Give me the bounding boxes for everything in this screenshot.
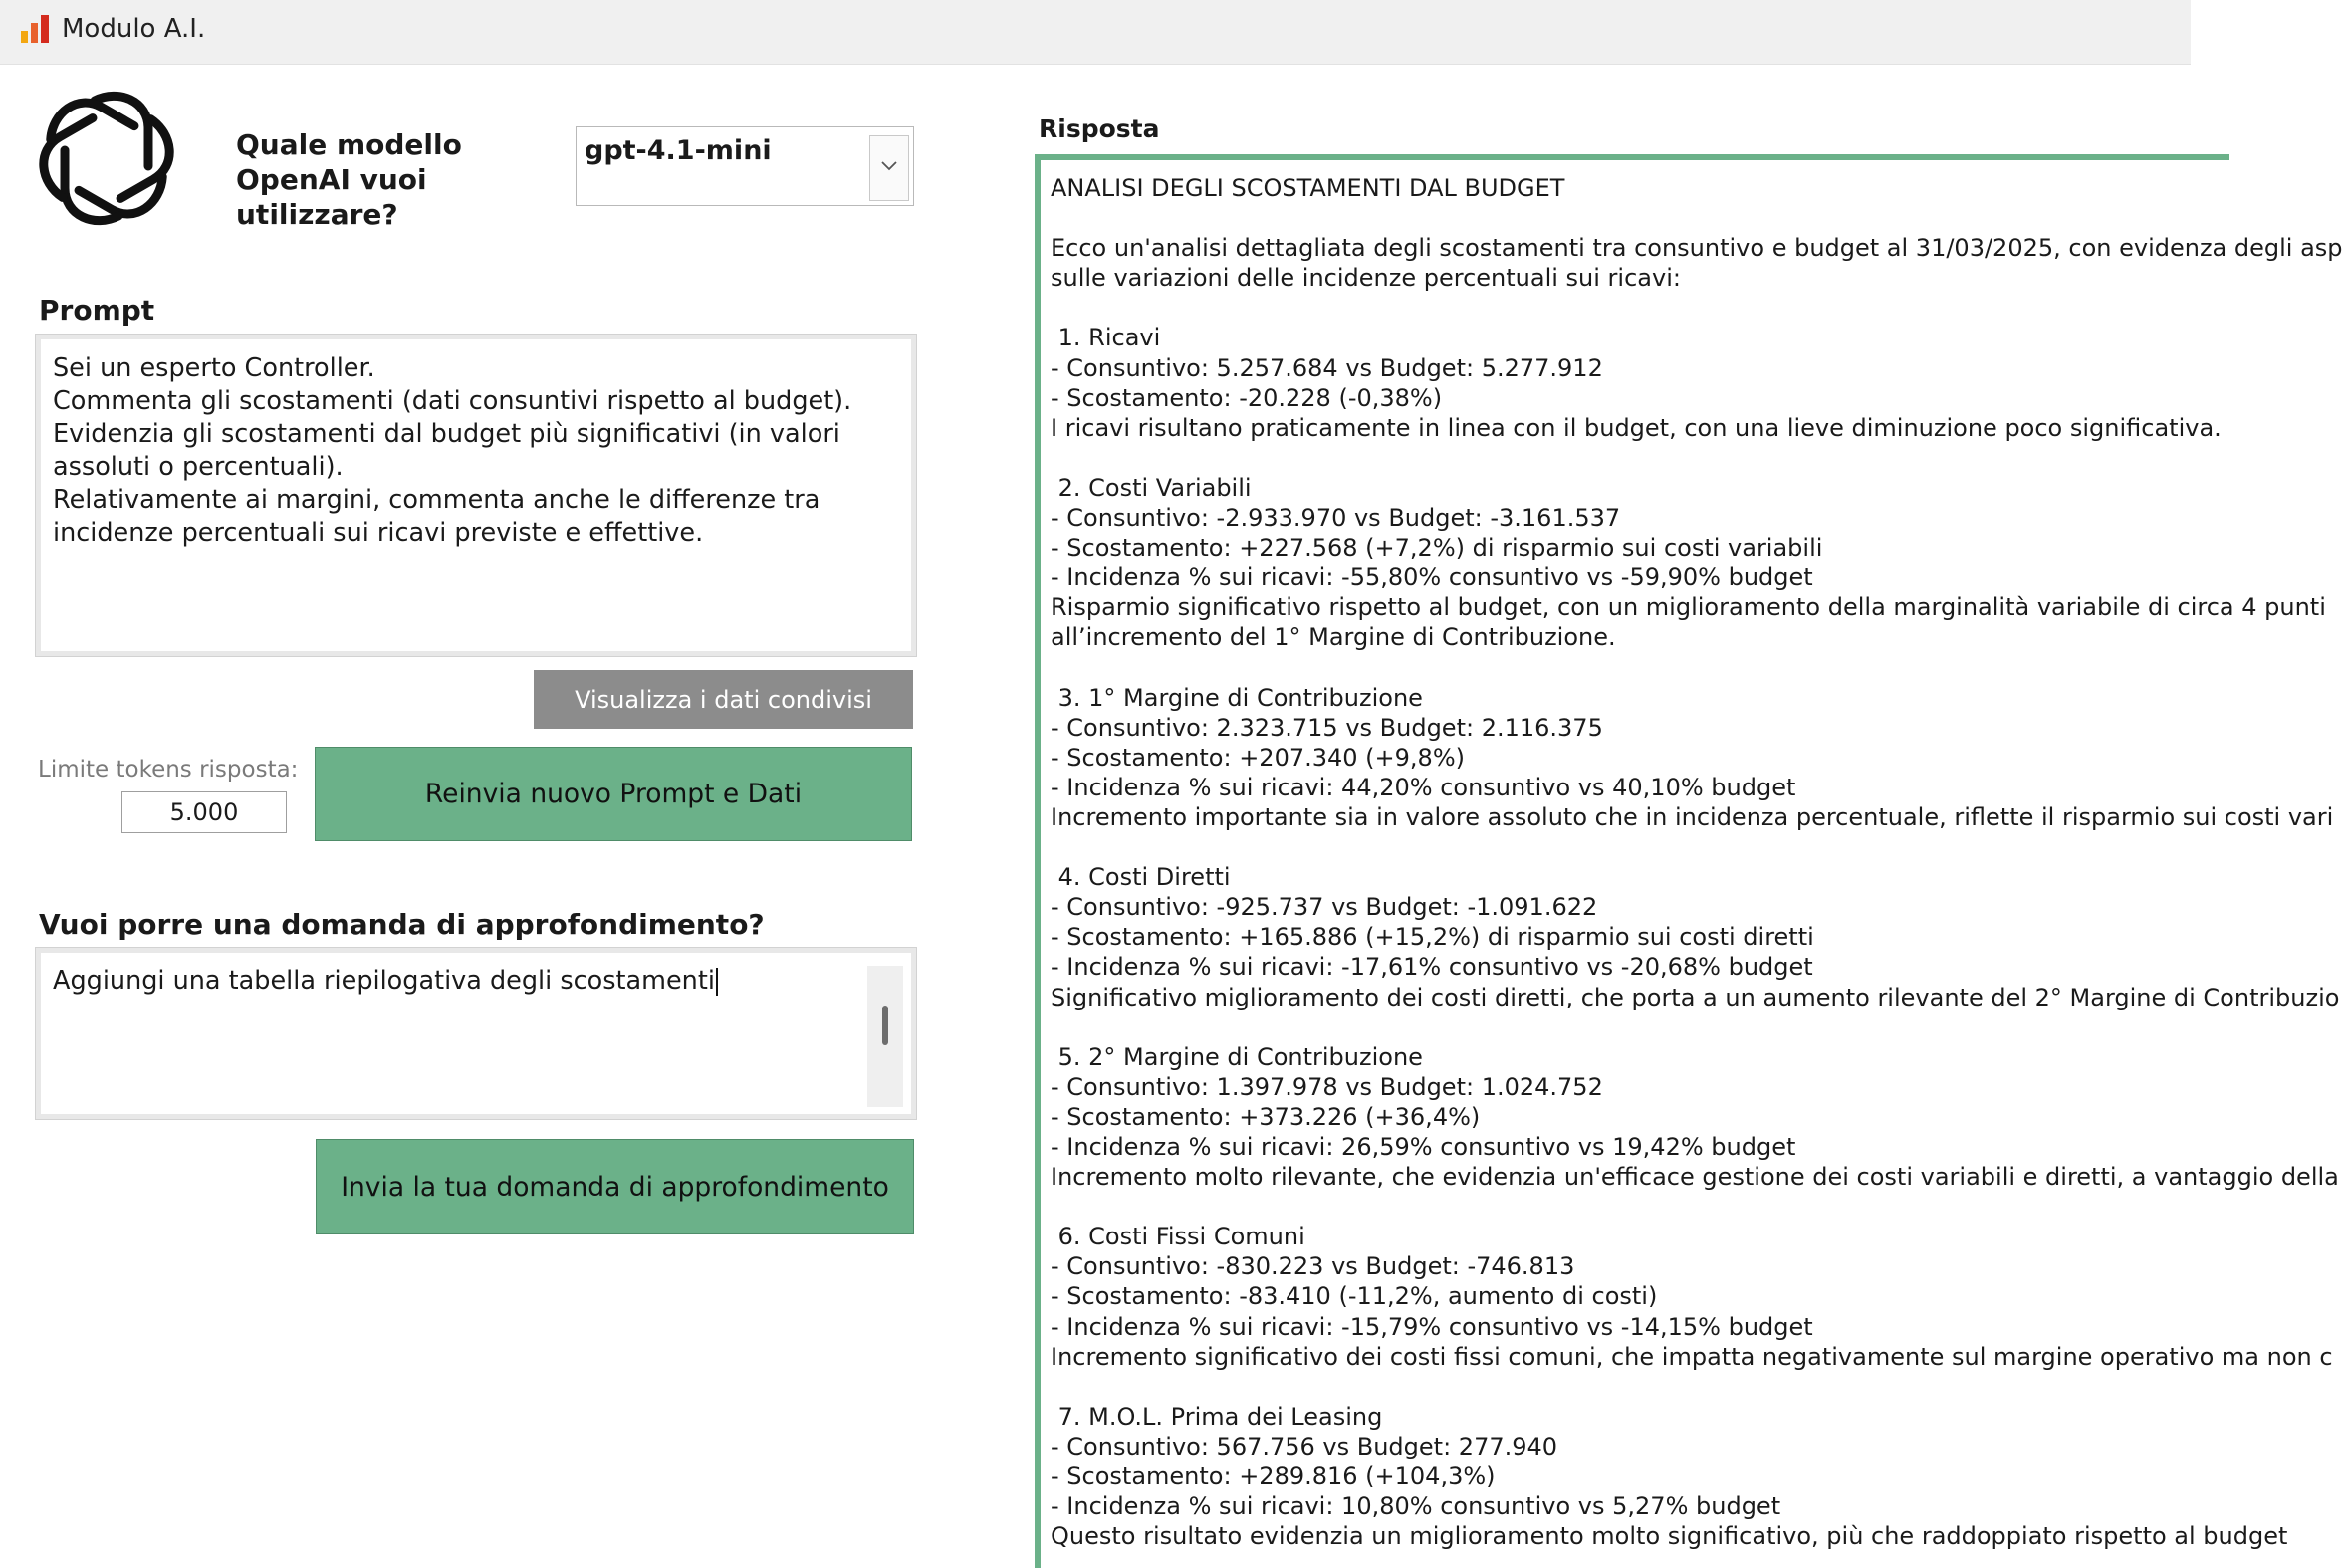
show-shared-data-button[interactable]: Visualizza i dati condivisi	[534, 670, 913, 729]
text-caret	[716, 968, 718, 996]
followup-label: Vuoi porre una domanda di approfondimento?	[39, 908, 765, 941]
followup-scrollbar[interactable]	[867, 966, 903, 1107]
followup-textarea[interactable]	[36, 948, 916, 1119]
dropdown-button[interactable]	[869, 135, 909, 201]
scrollbar-thumb[interactable]	[882, 1006, 888, 1045]
send-followup-button[interactable]: Invia la tua domanda di approfondimento	[316, 1139, 914, 1234]
bar-chart-icon	[20, 14, 52, 44]
response-textbox[interactable]	[1035, 154, 2343, 1568]
response-label: Risposta	[1039, 114, 1160, 143]
model-selected-value: gpt-4.1-mini	[585, 135, 772, 166]
prompt-text: Sei un esperto Controller. Commenta gli scostamenti (dati consuntivi rispetto al budget). Evidenzia gli scostamenti dal budget più significativi (in valori assoluti o percentuali). Relativamente ai margini, commenta anche le differenze tra incidenze percentuali sui ricavi previste e effettive.	[53, 353, 852, 548]
title-bar	[0, 0, 2191, 65]
model-select[interactable]	[576, 126, 914, 206]
resend-prompt-button[interactable]: Reinvia nuovo Prompt e Dati	[315, 747, 912, 841]
response-text: ANALISI DEGLI SCOSTAMENTI DAL BUDGET Ecco un'analisi dettagliata degli scostamenti tra consuntivo e budget al 31/03/2025, con evidenza degli asp sulle variazioni delle incidenze percentuali sui ricavi: 1. Ricavi - Consuntivo: 5.257.684 vs Budget: 5.277.912 - Scostamento: -20.228 (-0,38%) I ricavi risultano praticamente in linea con il budget, con una lieve diminuzione poco significativa. 2. Costi Variabili - Consuntivo: -2.933.970 vs Budget: -3.161.537 - Scostamento: +227.568 (+7,2%) di risparmio sui costi variabili - Incidenza % sui ricavi: -55,80% consuntivo vs -59,90% budget Risparmio significativo rispetto al budget, con un miglioramento della marginalità variabile di circa 4 punti all’incremento del 1° Margine di Contribuzione. 3. 1° Margine di Contribuzione - Consuntivo: 2.323.715 vs Budget: 2.116.375 - Scostamento: +207.340 (+9,8%) - Incidenza % sui ricavi: 44,20% consuntivo vs 40,10% budget Incremento importante sia in valore assoluto che in incidenza percentuale, riflette il risparmio sui costi vari 4. Costi Diretti - Consuntivo: -925.737 vs Budget: -1.091.622 - Scostamento: +165.886 (+15,2%) di risparmio sui costi diretti - Incidenza % sui ricavi: -17,61% consuntivo vs -20,68% budget Significativo miglioramento dei costi diretti, che porta a un aumento rilevante del 2° Margine di Contribuzio 5. 2° Margine di Contribuzione - Consuntivo: 1.397.978 vs Budget: 1.024.752 - Scostamento: +373.226 (+36,4%) - Incidenza % sui ricavi: 26,59% consuntivo vs 19,42% budget Incremento molto rilevante, che evidenzia un'efficace gestione dei costi variabili e diretti, a vantaggio della 6. Costi Fissi Comuni - Consuntivo: -830.223 vs Budget: -746.813 - Scostamento: -83.410 (-11,2%, aumento di costi) - Incidenza % sui ricavi: -15,79% consuntivo vs -14,15% budget Incremento significativo dei costi fissi comuni, che impatta negativamente sul margine operativo ma non c 7. M.O.L. Prima dei Leasing - Consuntivo: 567.756 vs Budget: 277.940 - Scostamento: +289.816 (+104,3%) - Incidenza % sui ricavi: 10,80% consuntivo vs 5,27% budget Questo risultato evidenzia un miglioramento molto significativo, più che raddoppiato rispetto al budget	[1051, 174, 2343, 1551]
chevron-down-icon	[881, 161, 897, 171]
model-label: Quale modello OpenAI vuoi utilizzare?	[236, 128, 462, 231]
tokens-limit-input[interactable]: 5.000	[121, 791, 287, 833]
window-title: Modulo A.I.	[62, 14, 206, 44]
followup-text: Aggiungi una tabella riepilogativa degli scostamenti	[53, 966, 715, 996]
prompt-label: Prompt	[39, 294, 155, 327]
openai-logo-icon	[36, 88, 177, 229]
tokens-limit-label: Limite tokens risposta:	[38, 757, 299, 783]
prompt-textarea[interactable]	[36, 335, 916, 656]
